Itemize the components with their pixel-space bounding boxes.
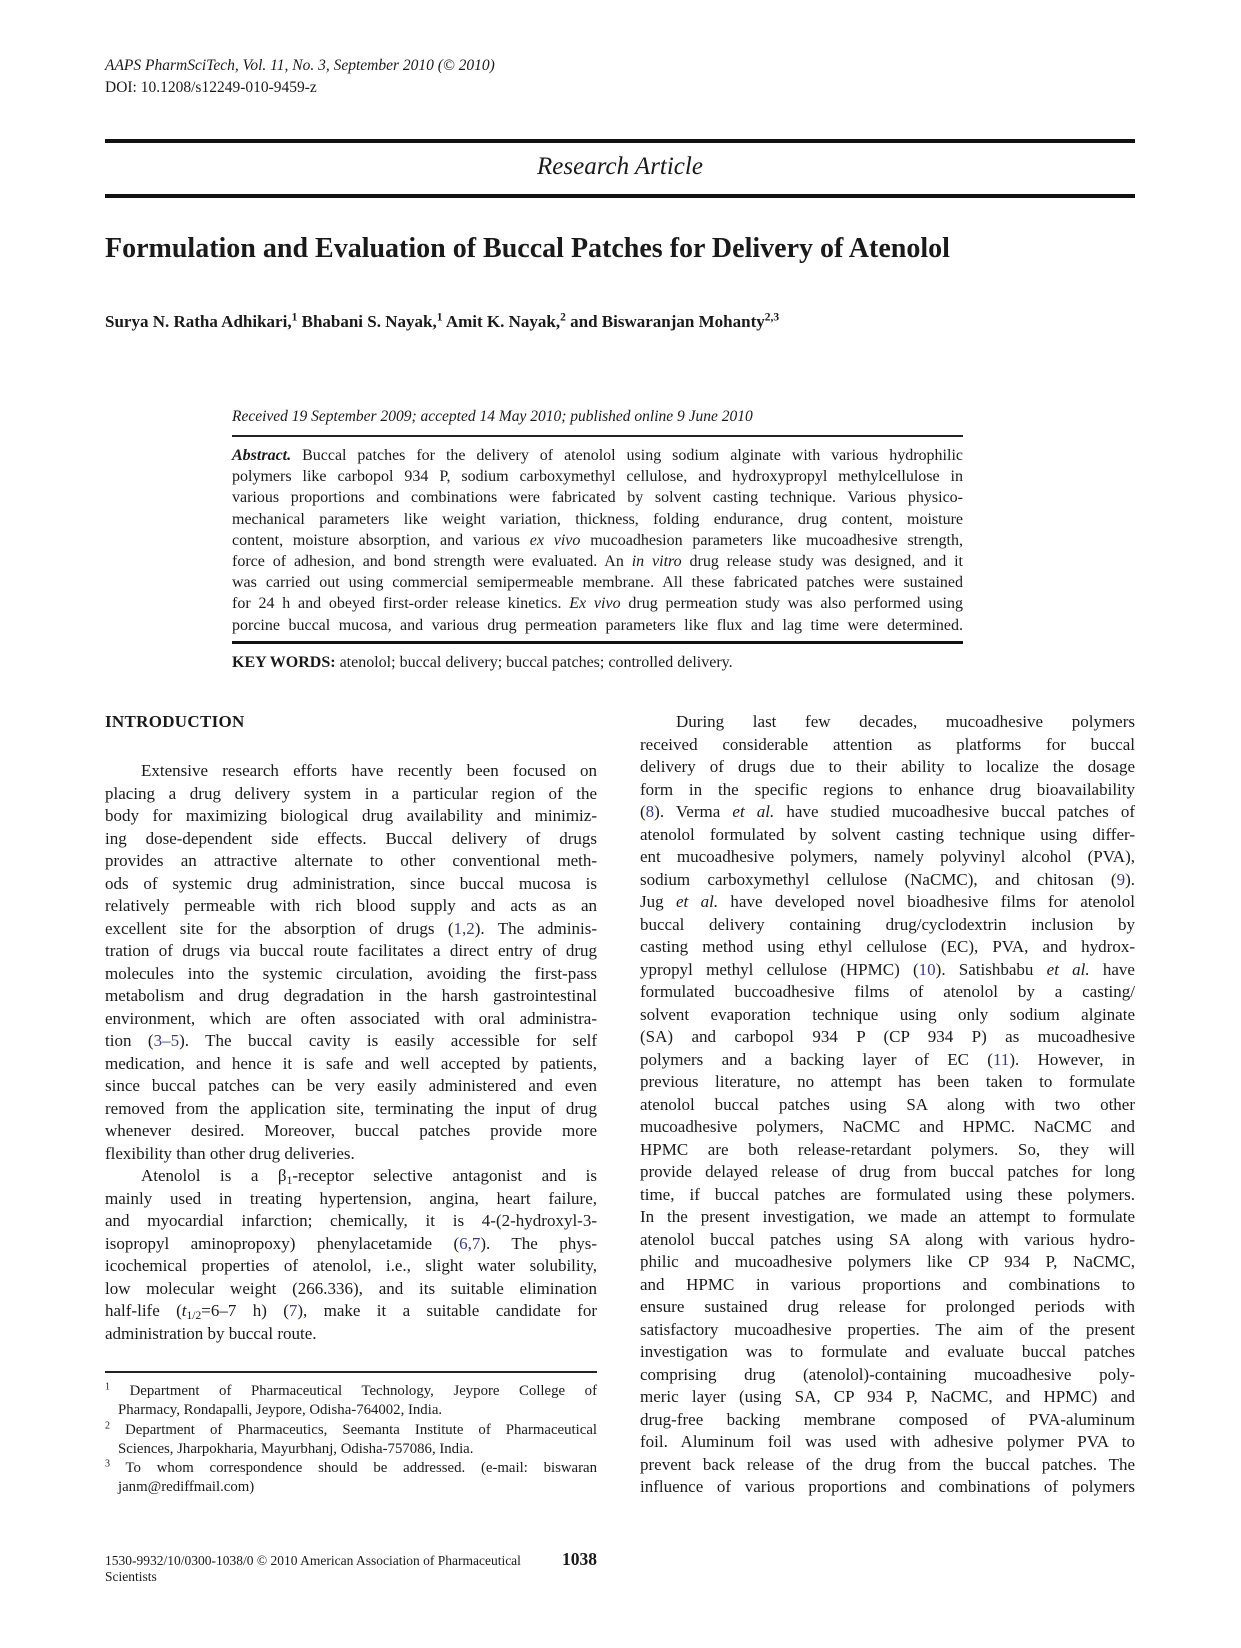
introduction-heading: INTRODUCTION	[105, 712, 245, 731]
text-line: placing a drug delivery system in a particular region of the	[105, 783, 597, 803]
footnote-separator-rule	[105, 1371, 597, 1373]
text-line: casting method using ethyl cellulose (EC), PVA, and hydrox-	[640, 937, 1135, 956]
header-top-rule	[105, 139, 1135, 143]
text-line: polymers and a backing layer of EC (11). However, in	[640, 1049, 1135, 1069]
text-line: investigation was to formulate and evaluate buccal patches	[640, 1342, 1135, 1361]
abstract-section	[232, 407, 963, 673]
footnote	[105, 1459, 597, 1498]
text-line: various proportions and combinations were fabricated by solvent casting technique. Various physico-	[232, 489, 963, 507]
text-line: environment, which are often associated with oral administra-	[105, 1008, 597, 1028]
journal-header-line: AAPS PharmSciTech, Vol. 11, No. 3, September 2010 (© 2010)	[105, 57, 495, 74]
keywords-label: KEY WORDS:	[232, 653, 336, 671]
text-line: influence of various proportions and combinations of polymers	[640, 1477, 1135, 1496]
text-line: isopropyl aminopropoxy) phenylacetamide (6,7). The phys-	[105, 1233, 597, 1253]
paragraph	[105, 760, 597, 1165]
abstract-top-rule	[232, 435, 963, 437]
text-line: metabolism and drug degradation in the harsh gastrointestinal	[105, 986, 597, 1005]
text-line: ent mucoadhesive polymers, namely polyvinyl alcohol (PVA),	[640, 847, 1135, 866]
text-line: Atenolol is a $\beta_1$-receptor selective antagonist and is	[141, 1166, 597, 1187]
citation-link[interactable]: 7	[288, 1301, 298, 1320]
text-line: sodium carboxymethyl cellulose (NaCMC), and chitosan (9).	[640, 869, 1135, 889]
text-line: excellent site for the absorption of drugs (1,2). The adminis-	[105, 918, 597, 938]
received-line: Received 19 September 2009; accepted 14 May 2010; published online 9 June 2010	[232, 408, 753, 425]
abstract-bottom-rule	[232, 641, 963, 644]
footnotes-block	[105, 1382, 597, 1498]
text-line: $^2$ Department of Pharmaceutics, Seemanta Institute of Pharmaceutical	[105, 1420, 597, 1438]
text-line: and myocardial infarction; chemically, it is 4-(2-hydroxyl-3-	[105, 1211, 597, 1230]
text-line: molecules into the systemic circulation, avoiding the first-pass	[105, 963, 597, 983]
page-footer	[105, 1549, 597, 1585]
text-line: half-life ($t_{1/2}=6-7$ h) (7), make it a suitable candidate for	[105, 1301, 598, 1322]
text-line: provide delayed release of drug from buccal patches for long	[640, 1162, 1135, 1181]
abstract-text	[232, 445, 963, 636]
text-line: low molecular weight (266.336), and its suitable elimination	[105, 1278, 597, 1298]
text-line: for 24 h and obeyed first-order release kinetics. Ex vivo drug permeation study was also performed using	[232, 595, 963, 613]
text-line: delivery of drugs due to their ability to localize the dosage	[640, 757, 1135, 776]
header-bottom-rule	[105, 194, 1135, 198]
text-line: Jug et al. have developed novel bioadhesive films for atenolol	[640, 892, 1135, 911]
text-line: icochemical properties of atenolol, i.e., slight water solubility,	[105, 1256, 597, 1275]
text-line: removed from the application site, terminating the input of drug	[105, 1098, 597, 1118]
text-line: tion (3–5). The buccal cavity is easily accessible for self	[105, 1031, 597, 1050]
doi-line: DOI: 10.1208/s12249-010-9459-z	[105, 79, 317, 96]
text-line: Sciences, Jharpokharia, Mayurbhanj, Odisha-757086, India.	[118, 1440, 474, 1457]
text-line: $^1$ Department of Pharmaceutical Technology, Jeypore College of	[105, 1381, 597, 1399]
text-line: comprising drug (atenolol)-containing mucoadhesive poly-	[640, 1364, 1135, 1384]
text-line: Abstract. Buccal patches for the delivery of atenolol using sodium alginate with various hydrophilic	[232, 447, 963, 464]
text-line: (SA) and carbopol 934 P (CP 934 P) as mucoadhesive	[640, 1027, 1135, 1046]
text-line: ing dose-dependent side effects. Buccal delivery of drugs	[105, 828, 597, 848]
text-line: previous literature, no attempt has been taken to formulate	[640, 1072, 1135, 1091]
left-column	[105, 711, 597, 1499]
text-line: philic and mucoadhesive polymers like CP 934 P, NaCMC,	[640, 1252, 1135, 1271]
citation-link[interactable]: 1,2	[453, 918, 475, 938]
text-line: relatively permeable with rich blood supply and acts as an	[105, 896, 597, 915]
text-line: was carried out using commercial semipermeable membrane. All these fabricated patches were sustained	[232, 574, 963, 592]
text-line: (8). Verma et al. have studied mucoadhesive buccal patches of	[640, 802, 1135, 821]
article-title: Formulation and Evaluation of Buccal Patches for Delivery of Atenolol	[105, 233, 950, 264]
text-line: received considerable attention as platforms for buccal	[640, 734, 1135, 754]
text-line: ods of systemic drug administration, since buccal mucosa is	[105, 873, 597, 893]
text-line: administration by buccal route.	[105, 1323, 317, 1343]
page-number: 1038	[562, 1549, 597, 1569]
text-line: since buccal patches can be very easily administered and even	[105, 1076, 597, 1095]
footnote	[105, 1382, 597, 1421]
text-line: force of adhesion, and bond strength were evaluated. An in vitro drug release study was designed, and it	[232, 553, 964, 571]
citation-link[interactable]: 3–5	[153, 1031, 180, 1050]
text-line: janm@rediffmail.com)	[118, 1479, 255, 1496]
text-line: provides an attractive alternate to other conventional meth-	[105, 851, 597, 870]
citation-link[interactable]: 8	[645, 802, 655, 821]
text-line: In the present investigation, we made an attempt to formulate	[640, 1207, 1135, 1226]
paragraph	[640, 711, 1135, 1499]
text-line: time, if buccal patches are formulated using these polymers.	[640, 1184, 1135, 1204]
text-line: porcine buccal mucosa, and various drug permeation parameters like flux and lag time were determined.	[232, 616, 963, 634]
issn-copyright-line: 1530-9932/10/0300-1038/0 © 2010 American Association of Pharmaceutical Scientists	[105, 1553, 521, 1584]
text-line: During last few decades, mucoadhesive polymers	[676, 712, 1135, 731]
text-line: tration of drugs via buccal route facilitates a direct entry of drug	[105, 941, 597, 960]
footnote	[105, 1421, 597, 1460]
text-line: Pharmacy, Rondapalli, Jeypore, Odisha-764002, India.	[118, 1402, 443, 1419]
text-line: HPMC are both release-retardant polymers. So, they will	[640, 1139, 1135, 1159]
text-line: drug-free backing membrane composed of PVA-aluminum	[640, 1409, 1135, 1429]
text-line: formulated buccoadhesive films of atenolol by a casting/	[640, 982, 1135, 1001]
keywords-text: atenolol; buccal delivery; buccal patches; controlled delivery.	[335, 653, 733, 671]
text-line: prevent back release of the drug from the buccal patches. The	[640, 1454, 1135, 1474]
text-line: mainly used in treating hypertension, angina, heart failure,	[105, 1188, 597, 1208]
keywords-line	[232, 653, 963, 673]
authors-line: Surya N. Ratha Adhikari,$^1$ Bhabani S. Nayak,$^1$ Amit K. Nayak,$^2$ and Biswaranjan Mohanty$^{2,3}$	[105, 310, 780, 331]
paragraph	[105, 1165, 597, 1345]
body-columns	[105, 711, 1135, 1499]
text-line: satisfactory mucoadhesive properties. The aim of the present	[640, 1319, 1135, 1339]
introduction-paragraphs-left	[105, 760, 597, 1345]
article-type-label: Research Article	[537, 153, 703, 180]
introduction-paragraphs-right	[640, 711, 1135, 1499]
citation-link[interactable]: 11	[992, 1049, 1010, 1069]
text-line: medication, and hence it is safe and well accepted by patients,	[105, 1053, 597, 1073]
text-line: atenolol formulated by solvent casting technique using differ-	[640, 824, 1135, 844]
citation-link[interactable]: 6,7	[459, 1233, 481, 1253]
text-line: buccal delivery containing drug/cyclodextrin inclusion by	[640, 914, 1135, 934]
text-line: solvent evaporation technique using only sodium alginate	[640, 1004, 1135, 1024]
text-line: foil. Aluminum foil was used with adhesive polymer PVA to	[640, 1432, 1135, 1451]
text-line: $^3$ To whom correspondence should be addressed. (e-mail: biswaran	[105, 1458, 597, 1477]
text-line: ypropyl methyl cellulose (HPMC) (10). Satishbabu et al. have	[640, 959, 1135, 979]
text-line: Extensive research efforts have recently been focused on	[141, 761, 597, 780]
text-line: ensure sustained drug release for prolonged periods with	[640, 1297, 1135, 1316]
text-line: body for maximizing biological drug availability and minimiz-	[105, 806, 597, 825]
citation-link[interactable]: 10	[918, 959, 936, 979]
text-line: atenolol buccal patches using SA along with various hydro-	[640, 1229, 1135, 1249]
text-line: polymers like carbopol 934 P, sodium carboxymethyl cellulose, and hydroxypropyl methylcellulose in	[232, 468, 963, 486]
text-line: mechanical parameters like weight variation, thickness, folding endurance, drug content, moisture	[232, 510, 963, 528]
citation-link[interactable]: 9	[1116, 869, 1126, 889]
text-line: and HPMC in various proportions and combinations to	[640, 1274, 1135, 1294]
text-line: atenolol buccal patches using SA along with two other	[640, 1094, 1135, 1114]
text-line: mucoadhesive polymers, NaCMC and HPMC. NaCMC and	[640, 1117, 1135, 1136]
text-line: content, moisture absorption, and various ex vivo mucoadhesion parameters like mucoadhesive strength,	[232, 531, 963, 549]
right-column	[640, 711, 1135, 1499]
text-line: meric layer (using SA, CP 934 P, NaCMC, and HPMC) and	[640, 1387, 1135, 1406]
text-line: whenever desired. Moreover, buccal patches provide more	[105, 1121, 597, 1140]
text-line: form in the specific regions to enhance drug bioavailability	[640, 779, 1135, 799]
text-line: flexibility than other drug deliveries.	[105, 1143, 355, 1163]
